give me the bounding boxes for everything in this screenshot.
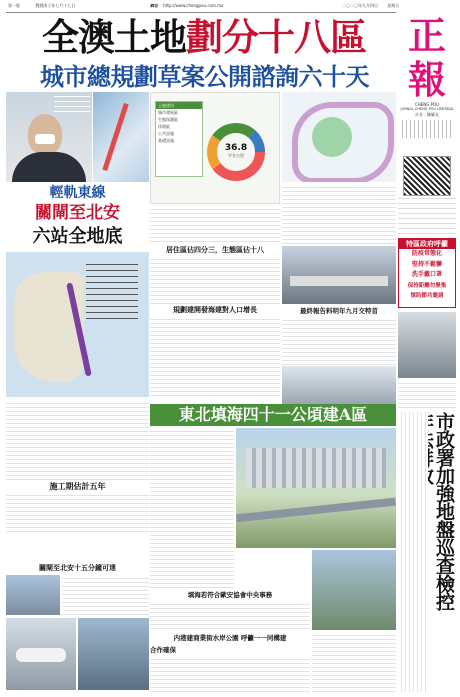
suit-shape: [12, 152, 86, 182]
report-article-body: [282, 317, 396, 365]
lrt-article-body-2: [6, 492, 149, 532]
inspection-body-vertical: [398, 412, 428, 692]
headline-part2: 劃分十八區: [186, 16, 366, 59]
land-subhead-2: 規劃建開發海建對人口增長: [173, 305, 257, 314]
qr-code[interactable]: [403, 156, 451, 196]
logo-char-1: 正: [407, 13, 446, 58]
lrt-subhead-2: 關閘至北安十五分鐘可達: [39, 563, 116, 572]
url-label: 網址: [150, 3, 158, 8]
reclamation-body-col1: [150, 428, 234, 588]
station-labels: [86, 264, 138, 324]
notice-item-4: 保持距離勿聚集: [407, 282, 447, 289]
land-article-body-3: [150, 316, 280, 396]
bridge-shape: [236, 498, 396, 523]
land-article-body-1: [150, 206, 280, 244]
press-conference-photo: [282, 246, 396, 304]
lunar-date: 農曆庚子年七月十七日: [35, 3, 76, 8]
table-shape: [290, 276, 388, 286]
report-subhead: 最終報告料明年九月交特首: [300, 307, 378, 315]
header-rule: [6, 12, 396, 13]
mask-shape: [35, 134, 55, 144]
url-line: [150, 3, 310, 11]
legend-item-3: 休閒區: [158, 124, 170, 129]
consultation-photo: [282, 366, 396, 404]
land-use-infographic: [150, 92, 280, 204]
reclamation-banner: 東北填海四十一公頃建A區: [150, 404, 396, 426]
donut-value: 36.8: [224, 143, 248, 153]
logo-char-2: 報: [407, 57, 446, 102]
notice-item-5: 慎防節功邀請: [410, 293, 444, 299]
reclamation-body-2: [150, 601, 310, 631]
lrt-headline-1: 關閘至北安: [35, 203, 120, 223]
lrt-headline-2: 六站全地底: [32, 226, 123, 247]
website-link[interactable]: http://www.chengpou.com.mo: [163, 3, 224, 8]
date-text: 二〇二〇年九月四日: [342, 3, 378, 8]
reclamation-subhead-2: 内港建商業街水岸公園 呼籲一一同構建: [173, 634, 287, 642]
reclamation-subhead-1: 填海若符合歐安協會中央事務: [187, 591, 273, 599]
lrt-subhead-1: 施工期估計五年: [49, 481, 106, 491]
inspection-vertical-headline: 市政署加強地盤巡查檢控: [433, 412, 455, 610]
logo-caption: CHENG POU: [414, 102, 440, 107]
subheadline: 城市總規劃草案公開諮詢六十天: [40, 62, 369, 91]
buildings-shape: [246, 448, 386, 488]
notice-item-2: 堅持不鬆懈: [411, 260, 442, 268]
lrt-station-photo-2: [6, 618, 76, 690]
main-headline: [14, 14, 394, 62]
legend-item-5: 基礎設施: [158, 138, 174, 143]
waterfront-body: [312, 632, 396, 692]
issue-date: [342, 3, 452, 11]
photo-caption-lines: [54, 96, 90, 116]
donut-unit: 平方公里: [228, 153, 244, 158]
lrt-station-photo-3: [78, 618, 149, 690]
page-number-date: [8, 3, 108, 11]
lrt-kicker: 輕軌東線: [49, 185, 106, 201]
train-shape: [16, 648, 66, 662]
district-core: [312, 117, 352, 157]
district-map: [282, 92, 396, 182]
lrt-route-map: [6, 252, 149, 397]
masthead-logo-block: [398, 14, 456, 154]
new-zone-rendering: [236, 428, 396, 548]
waterfront-photo: [312, 550, 396, 630]
page-number: 第一版: [8, 3, 20, 8]
lrt-station-photo-1: [6, 575, 60, 615]
reclamation-subhead-3: 合作確保: [150, 646, 176, 654]
headline-part1: 全澳土地: [42, 16, 186, 59]
inspection-photo: [398, 312, 456, 378]
company-name: JORNAL CHENG POU LIMITADA: [400, 107, 454, 111]
legend-item-2: 生態保護區: [158, 117, 178, 122]
ads-text-block: [398, 198, 456, 234]
publisher: 社長 : 陳耀光: [415, 112, 439, 117]
lrt-article-body: [6, 400, 149, 480]
notice-title: 特區政府呼籲: [399, 239, 455, 249]
weekday-text: 星期五: [387, 3, 400, 8]
government-notice-box: [398, 238, 456, 308]
plan-article-body: [282, 184, 396, 244]
land-subhead-1: 居住區佔四分三，生態區佔十八: [166, 245, 264, 254]
contact-info-lines: [402, 120, 452, 138]
land-use-legend: [155, 101, 203, 177]
legend-title: 土地使用: [156, 102, 202, 109]
lrt-route-line: [102, 103, 128, 171]
lrt-map-thumb: [93, 92, 149, 182]
notice-item-3: 洗手戴口罩: [411, 271, 442, 278]
legend-item-4: 公共設施: [158, 131, 174, 136]
lrt-article-body-3: [62, 575, 149, 615]
notice-item-1: 防疫常態化: [411, 250, 442, 257]
inspection-body-top: [398, 380, 456, 410]
legend-item-1: 城市發展區: [158, 110, 178, 115]
official-photo: [6, 92, 92, 182]
land-article-body-2: [150, 256, 280, 304]
reclamation-body-3: [150, 656, 310, 692]
